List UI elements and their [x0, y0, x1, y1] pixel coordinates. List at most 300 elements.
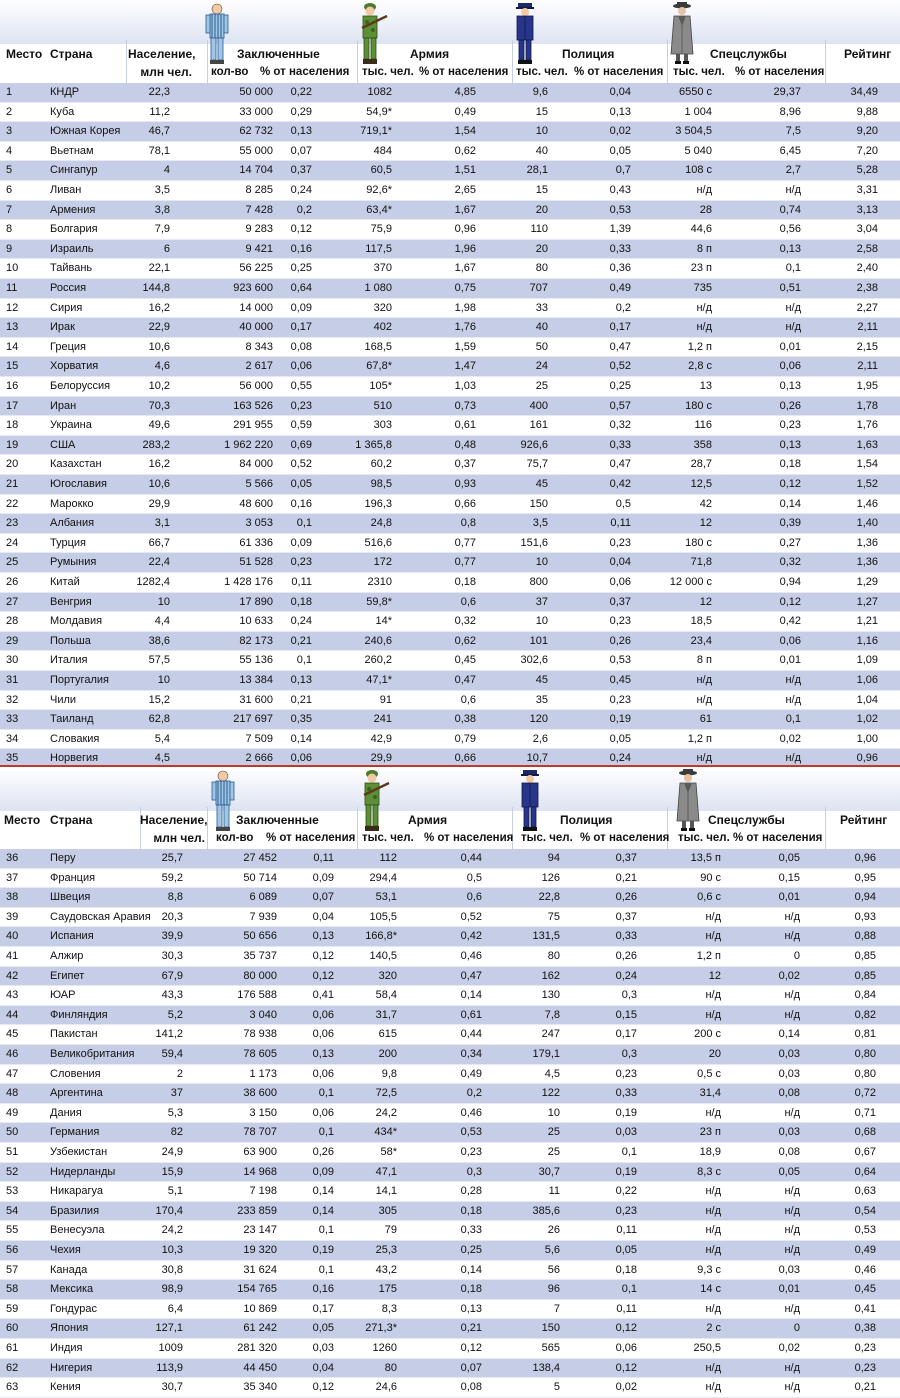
header-prisoners-count: кол-во [216, 832, 254, 844]
cell-place: 57 [6, 1263, 19, 1276]
cell-army-thousand: 1 365,8 [355, 438, 392, 451]
table-row [0, 201, 900, 221]
cell-army-pct: 0,46 [460, 950, 482, 962]
cell-special-thousand: 23 п [699, 1126, 721, 1139]
header-separator [126, 40, 127, 83]
cell-special-pct: 0,02 [779, 732, 801, 745]
cell-army-thousand: 112 [379, 852, 397, 864]
cell-police-thousand: 37 [535, 595, 548, 608]
cell-prisoners-count: 84 000 [239, 458, 273, 471]
header-prisoners: Заключенные [237, 47, 320, 61]
cell-police-thousand: 25 [547, 1126, 560, 1139]
cell-population: 24,9 [161, 1146, 183, 1158]
cell-police-thousand: 96 [547, 1283, 560, 1296]
cell-prisoners-count: 2 617 [245, 360, 273, 373]
cell-prisoners-pct: 0,55 [290, 380, 312, 392]
cell-place: 38 [6, 891, 19, 904]
cell-rating: 0,72 [854, 1087, 876, 1100]
cell-population: 6 [163, 242, 170, 255]
cell-population: 4,6 [154, 360, 170, 373]
cell-police-pct: 0,22 [615, 1185, 637, 1198]
cell-prisoners-count: 78 605 [243, 1048, 277, 1060]
header-army-pct: % от населения [424, 832, 514, 844]
cell-army-pct: 1,54 [454, 125, 476, 138]
cell-population: 70,3 [148, 399, 170, 412]
cell-country: Марокко [50, 497, 94, 510]
cell-rating: 1,36 [856, 556, 878, 569]
cell-special-thousand: 8 п [696, 242, 712, 255]
cell-population: 20,3 [161, 910, 183, 923]
cell-rating: 0,53 [854, 1224, 876, 1237]
cell-police-pct: 0,25 [609, 380, 631, 392]
cell-place: 17 [6, 399, 19, 412]
cell-country: Греция [50, 340, 86, 353]
cell-place: 32 [6, 693, 19, 706]
cell-army-thousand: 25,3 [375, 1244, 397, 1256]
cell-army-pct: 0,47 [460, 969, 482, 982]
cell-prisoners-pct: 0,13 [312, 1048, 334, 1060]
cell-police-thousand: 56 [547, 1263, 560, 1276]
cell-army-thousand: 47,1* [366, 674, 392, 686]
cell-army-thousand: 63,4* [366, 203, 392, 216]
cell-prisoners-pct: 0,13 [290, 125, 312, 138]
cell-place: 58 [6, 1283, 19, 1296]
cell-special-thousand: 8 п [696, 654, 712, 667]
cell-army-thousand: 172 [373, 556, 392, 569]
cell-army-thousand: 117,5 [365, 242, 392, 255]
cell-special-thousand: 71,8 [690, 556, 712, 569]
cell-place: 16 [6, 380, 19, 392]
cell-police-pct: 0,05 [609, 732, 631, 745]
cell-country: Польша [50, 634, 91, 647]
cell-rating: 2,11 [857, 360, 878, 373]
cell-army-thousand: 615 [378, 1028, 397, 1041]
cell-prisoners-pct: 0,06 [312, 1008, 334, 1021]
table-row [0, 181, 900, 201]
cell-police-thousand: 150 [529, 497, 548, 510]
cell-special-thousand: 250,5 [693, 1342, 721, 1354]
cell-police-pct: 0,33 [609, 242, 631, 255]
cell-rating: 0,88 [854, 930, 876, 943]
cell-country: Вьетнам [50, 144, 94, 157]
cell-rating: 0,85 [854, 969, 876, 982]
cell-prisoners-pct: 0,52 [290, 458, 312, 471]
cell-prisoners-count: 3 040 [249, 1008, 277, 1021]
cell-prisoners-count: 14 704 [239, 164, 273, 177]
table-row [0, 927, 900, 947]
cell-prisoners-pct: 0,25 [290, 262, 312, 275]
cell-special-thousand: н/д [705, 1302, 721, 1315]
cell-army-pct: 0,53 [460, 1126, 482, 1139]
cell-country: Сингапур [50, 164, 98, 177]
cell-population: 283,2 [142, 438, 170, 451]
cell-army-thousand: 60,2 [370, 458, 392, 471]
cell-prisoners-pct: 0,17 [290, 321, 312, 334]
cell-rating: 9,20 [856, 125, 878, 138]
cell-army-pct: 0,66 [454, 752, 476, 765]
cell-special-thousand: н/д [705, 1185, 721, 1198]
cell-prisoners-pct: 0,03 [312, 1342, 334, 1354]
prisoner-figure-icon [204, 2, 230, 66]
table-row [0, 397, 900, 417]
cell-police-pct: 0,15 [615, 1008, 637, 1021]
cell-police-thousand: 101 [529, 634, 548, 647]
cell-army-pct: 0,93 [454, 478, 476, 490]
cell-place: 8 [6, 223, 13, 236]
cell-special-pct: 0,51 [779, 282, 801, 294]
cell-police-thousand: 45 [535, 478, 548, 490]
cell-prisoners-count: 9 421 [245, 242, 273, 255]
cell-place: 41 [6, 950, 19, 962]
cell-police-thousand: 50 [535, 340, 548, 353]
cell-army-pct: 0,25 [460, 1244, 482, 1256]
cell-police-thousand: 20 [535, 242, 548, 255]
cell-police-pct: 0,33 [609, 438, 631, 451]
table-row [0, 1241, 900, 1261]
table-row [0, 671, 900, 691]
table-header-bottom [0, 767, 900, 849]
cell-police-thousand: 26 [547, 1224, 560, 1237]
table-row [0, 1359, 900, 1379]
cell-army-pct: 0,47 [454, 674, 476, 686]
cell-police-thousand: 385,6 [532, 1204, 560, 1217]
header-army-pct: % от населения [419, 66, 509, 78]
cell-special-thousand: 23,4 [690, 634, 712, 647]
cell-army-thousand: 402 [373, 321, 392, 334]
cell-place: 62 [6, 1361, 19, 1374]
cell-place: 35 [6, 752, 19, 765]
cell-country: Алжир [50, 950, 84, 962]
cell-place: 40 [6, 930, 19, 943]
cell-population: 10,2 [148, 380, 170, 392]
cell-police-thousand: 2,6 [532, 732, 548, 745]
cell-place: 33 [6, 713, 19, 726]
cell-special-thousand: н/д [696, 321, 712, 334]
cell-army-thousand: 2310 [367, 576, 392, 588]
cell-police-thousand: 35 [535, 693, 548, 706]
cell-army-thousand: 200 [378, 1048, 397, 1060]
cell-army-pct: 0,14 [460, 989, 482, 1002]
cell-place: 23 [6, 517, 19, 530]
header-special-pct: % от населения [733, 832, 823, 844]
cell-special-pct: 0,08 [778, 1146, 800, 1158]
cell-special-pct: н/д [785, 693, 801, 706]
cell-place: 63 [6, 1381, 19, 1394]
cell-population: 78,1 [148, 144, 170, 157]
cell-army-pct: 0,6 [460, 693, 476, 706]
cell-country: Норвегия [50, 752, 99, 765]
cell-population: 4 [163, 164, 170, 177]
cell-prisoners-pct: 0,06 [312, 1028, 334, 1041]
cell-army-thousand: 271,3* [365, 1322, 397, 1335]
header-police: Полиция [560, 813, 613, 827]
cell-army-thousand: 719,1* [360, 125, 392, 138]
cell-police-pct: 0,45 [609, 674, 631, 686]
cell-place: 2 [6, 105, 13, 118]
cell-rating: 0,82 [854, 1008, 876, 1021]
table-row [0, 495, 900, 515]
header-police-pct: % от населения [580, 832, 670, 844]
header-separator [357, 807, 358, 849]
cell-army-thousand: 294,4 [369, 871, 397, 884]
table-row [0, 1045, 900, 1065]
cell-place: 61 [6, 1342, 19, 1354]
cell-army-thousand: 80 [384, 1361, 397, 1374]
cell-rating: 3,04 [856, 223, 878, 236]
header-special-pct: % от населения [735, 66, 825, 78]
cell-special-pct: 0,02 [778, 969, 800, 982]
cell-prisoners-count: 2 666 [245, 752, 273, 765]
cell-army-pct: 0,44 [460, 1028, 482, 1041]
cell-rating: 0,81 [854, 1028, 876, 1041]
cell-population: 38,6 [148, 634, 170, 647]
cell-army-pct: 0,48 [454, 438, 476, 451]
cell-rating: 0,85 [854, 950, 876, 962]
cell-police-thousand: 122 [541, 1087, 560, 1100]
cell-population: 5,1 [167, 1185, 183, 1198]
table-row [0, 259, 900, 279]
cell-police-thousand: 800 [529, 576, 548, 588]
cell-special-thousand: 20 [708, 1048, 721, 1060]
cell-army-pct: 1,47 [454, 360, 476, 373]
cell-army-thousand: 29,9 [370, 752, 392, 765]
agent-figure-icon [668, 2, 696, 66]
cell-prisoners-count: 23 147 [243, 1224, 277, 1237]
cell-country: Дания [50, 1106, 82, 1119]
cell-prisoners-count: 78 938 [243, 1028, 277, 1041]
table-row [0, 612, 900, 632]
cell-army-pct: 0,62 [454, 634, 476, 647]
cell-population: 29,9 [148, 497, 170, 510]
cell-special-pct: 0,03 [778, 1067, 800, 1080]
cell-army-thousand: 320 [373, 301, 392, 314]
cell-prisoners-count: 923 600 [233, 282, 273, 294]
cell-police-thousand: 33 [535, 301, 548, 314]
cell-police-pct: 0,7 [615, 164, 631, 177]
cell-army-pct: 0,34 [460, 1048, 482, 1060]
cell-country: Болгария [50, 223, 98, 236]
cell-population: 16,2 [148, 301, 170, 314]
cell-country: КНДР [50, 86, 80, 98]
cell-country: Хорватия [50, 360, 99, 373]
cell-population: 22,3 [148, 86, 170, 98]
agent-figure-icon [674, 769, 702, 833]
cell-rating: 1,36 [856, 536, 878, 549]
cell-prisoners-pct: 0,2 [296, 203, 312, 216]
prisoner-figure-icon [210, 769, 236, 833]
cell-rating: 0,38 [854, 1322, 876, 1335]
cell-rating: 1,76 [856, 419, 878, 432]
cell-police-pct: 0,06 [609, 576, 631, 588]
cell-army-pct: 0,42 [460, 930, 482, 943]
table-row [0, 279, 900, 299]
cell-prisoners-pct: 0,21 [290, 634, 312, 647]
cell-population: 2 [176, 1067, 183, 1080]
cell-rating: 0,94 [854, 891, 876, 904]
header-population-unit: млн чел. [153, 831, 205, 845]
cell-police-thousand: 75,7 [526, 458, 548, 471]
cell-prisoners-count: 38 600 [243, 1087, 277, 1100]
cell-prisoners-count: 1 428 176 [224, 576, 273, 588]
cell-population: 22,9 [148, 321, 170, 334]
cell-special-pct: 0,01 [778, 1283, 800, 1296]
cell-prisoners-count: 61 242 [243, 1322, 277, 1335]
cell-place: 24 [6, 536, 19, 549]
table-row [0, 122, 900, 142]
cell-police-pct: 0,23 [615, 1067, 637, 1080]
header-army-thousand: тыс. чел. [362, 66, 414, 78]
cell-army-thousand: 60,5 [370, 164, 392, 177]
cell-prisoners-count: 50 714 [243, 871, 277, 884]
table-row [0, 730, 900, 750]
cell-special-pct: 0,03 [778, 1126, 800, 1139]
cell-special-pct: 0,74 [779, 203, 801, 216]
cell-special-pct: н/д [784, 930, 800, 943]
cell-special-thousand: н/д [705, 1008, 721, 1021]
cell-police-pct: 0,32 [609, 419, 631, 432]
cell-place: 29 [6, 634, 19, 647]
table-row [0, 416, 900, 436]
cell-army-pct: 0,14 [460, 1263, 482, 1276]
cell-police-pct: 0,37 [615, 910, 637, 923]
cell-special-thousand: 12,5 [690, 478, 712, 490]
table-row [0, 947, 900, 967]
cell-population: 3,1 [154, 517, 170, 530]
cell-special-pct: н/д [784, 989, 800, 1002]
cell-rating: 0,23 [854, 1342, 876, 1354]
cell-special-pct: 0,14 [778, 1028, 800, 1041]
cell-special-thousand: 1,2 п [687, 732, 712, 745]
cell-place: 21 [6, 478, 19, 490]
cell-prisoners-pct: 0,37 [290, 164, 312, 177]
cell-country: Тайвань [50, 262, 93, 275]
cell-prisoners-count: 40 000 [239, 321, 273, 334]
cell-special-pct: н/д [784, 1361, 800, 1374]
cell-country: Индия [50, 1342, 83, 1354]
cell-prisoners-count: 14 968 [243, 1165, 277, 1178]
cell-population: 24,2 [161, 1224, 183, 1237]
cell-prisoners-count: 56 225 [239, 262, 273, 275]
header-prisoners-pct: % от населения [260, 66, 350, 78]
cell-place: 14 [6, 340, 19, 353]
cell-army-pct: 0,77 [454, 536, 476, 549]
cell-special-thousand: н/д [696, 184, 712, 196]
cell-army-thousand: 24,2 [375, 1106, 397, 1119]
cell-prisoners-pct: 0,12 [312, 950, 334, 962]
cell-special-pct: 0,56 [779, 223, 801, 236]
cell-rating: 0,21 [854, 1381, 876, 1394]
cell-place: 49 [6, 1106, 19, 1119]
cell-special-thousand: 0,6 с [697, 891, 721, 904]
cell-prisoners-pct: 0,1 [318, 1087, 334, 1100]
cell-army-pct: 0,07 [460, 1361, 482, 1374]
cell-army-pct: 0,62 [454, 144, 476, 157]
cell-place: 22 [6, 497, 19, 510]
cell-police-pct: 0,26 [615, 891, 637, 904]
cell-police-thousand: 11 [548, 1185, 560, 1198]
cell-place: 56 [6, 1244, 19, 1256]
cell-country: Чили [50, 693, 77, 706]
cell-special-thousand: 28 [699, 203, 712, 216]
cell-population: 59,2 [161, 871, 183, 884]
cell-population: 170,4 [155, 1204, 183, 1217]
cell-country: Бразилия [50, 1204, 100, 1217]
cell-army-pct: 1,67 [454, 203, 476, 216]
cell-army-thousand: 24,6 [375, 1381, 397, 1394]
table-row [0, 691, 900, 711]
cell-prisoners-pct: 0,35 [290, 713, 312, 726]
cell-country: Турция [50, 536, 86, 549]
table-row [0, 1339, 900, 1359]
cell-police-thousand: 24 [535, 360, 548, 373]
cell-prisoners-count: 1 173 [249, 1067, 277, 1080]
header-special: Спецслужбы [708, 813, 785, 827]
cell-police-pct: 0,5 [615, 497, 631, 510]
cell-prisoners-pct: 0,05 [290, 478, 312, 490]
cell-country: Кения [50, 1381, 81, 1394]
cell-army-thousand: 47,1 [375, 1165, 397, 1178]
cell-population: 4,5 [154, 752, 170, 765]
cell-rating: 3,31 [856, 184, 878, 196]
cell-special-pct: 0,01 [779, 340, 801, 353]
cell-population: 46,7 [148, 125, 170, 138]
cell-country: Япония [50, 1322, 89, 1335]
cell-rating: 0,80 [854, 1067, 876, 1080]
cell-prisoners-pct: 0,17 [312, 1302, 334, 1315]
cell-police-pct: 0,11 [610, 517, 631, 530]
cell-police-pct: 0,17 [609, 321, 631, 334]
cell-population: 82 [170, 1126, 183, 1139]
cell-prisoners-count: 8 285 [245, 184, 273, 196]
cell-prisoners-pct: 0,26 [312, 1146, 334, 1158]
cell-population: 10,3 [161, 1244, 183, 1256]
cell-army-pct: 0,77 [454, 556, 476, 569]
cell-rating: 0,95 [854, 871, 876, 884]
cell-police-pct: 0,24 [615, 969, 637, 982]
cell-country: Нидерланды [50, 1165, 116, 1178]
cell-place: 15 [6, 360, 19, 373]
table-row [0, 338, 900, 358]
cell-army-thousand: 175 [378, 1283, 397, 1296]
cell-population: 49,6 [148, 419, 170, 432]
cell-special-thousand: 12 [708, 969, 721, 982]
table-row [0, 1065, 900, 1085]
cell-special-pct: 0,23 [779, 419, 801, 432]
cell-place: 31 [6, 674, 19, 686]
cell-army-pct: 1,98 [454, 301, 476, 314]
cell-prisoners-count: 80 000 [243, 969, 277, 982]
cell-population: 30,8 [161, 1263, 183, 1276]
cell-population: 141,2 [155, 1028, 183, 1041]
cell-country: Испания [50, 930, 94, 943]
cell-special-pct: 0,05 [778, 1165, 800, 1178]
cell-special-pct: 0,02 [778, 1342, 800, 1354]
cell-police-pct: 0,23 [609, 536, 631, 549]
table-row [0, 967, 900, 987]
cell-army-thousand: 58,4 [375, 989, 397, 1002]
cell-special-pct: 0,06 [779, 360, 801, 373]
cell-prisoners-count: 154 765 [237, 1283, 277, 1296]
cell-police-pct: 0,03 [615, 1126, 637, 1139]
cell-special-thousand: н/д [705, 930, 721, 943]
cell-prisoners-count: 31 624 [243, 1263, 277, 1276]
cell-population: 10 [157, 674, 170, 686]
cell-special-thousand: 44,6 [690, 223, 712, 236]
cell-rating: 1,40 [856, 517, 878, 530]
cell-prisoners-pct: 0,06 [290, 752, 312, 765]
table-row [0, 475, 900, 495]
cell-special-pct: н/д [784, 1381, 800, 1394]
